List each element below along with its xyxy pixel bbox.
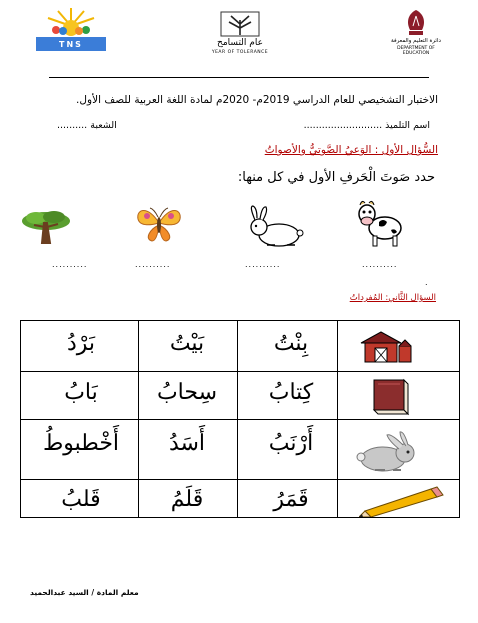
sunrise-hands-logo-icon [28, 6, 114, 42]
word-cell[interactable]: أَخْطبوطُ [42, 431, 120, 456]
word-cell[interactable]: قَلَمُ [170, 487, 204, 512]
answer-tree[interactable]: .......... [52, 260, 88, 269]
question-1-heading: السُّؤال الأول : الوَعيُ الصَّوتيُّ والأصواتُ [264, 144, 438, 156]
school-logo-text: TNS [59, 40, 83, 49]
vocabulary-table [20, 320, 460, 518]
department-en: DEPARTMENT OF EDUCATION [397, 46, 435, 56]
word-cell[interactable]: بَيْتُ [169, 331, 205, 356]
rabbit-icon [243, 205, 309, 249]
section-label: الشعبة [90, 120, 117, 131]
answer-cow[interactable]: .......... [362, 260, 398, 269]
house-icon [359, 330, 413, 364]
butterfly-icon [134, 203, 184, 245]
word-cell[interactable]: أَسَدُ [168, 431, 206, 456]
book-icon [366, 376, 412, 416]
test-title: الاختبار التشخيصي للعام الدراسي 2019م- 2020م لمادة اللغة العربية للصف الأول. [76, 94, 438, 106]
section-row [57, 120, 117, 131]
word-cell[interactable]: قَلبُ [61, 487, 101, 512]
year-of-tolerance-ar: عام التسامح [217, 38, 263, 48]
department-logo [386, 8, 446, 60]
question-2-heading: السؤال الثَّاني: المُفرداتُ [349, 293, 436, 303]
student-name-row [304, 120, 430, 131]
teacher-signature: معلم المادة / السيد عبدالحميد [30, 588, 139, 597]
answer-rabbit[interactable]: .......... [245, 260, 281, 269]
ghaf-tree-logo-icon [207, 10, 273, 38]
word-cell[interactable]: أَرْنَبُ [268, 431, 314, 456]
student-name-field[interactable]: .......................... [303, 120, 383, 131]
pencil-icon [359, 485, 445, 517]
word-cell[interactable]: بَرْدُ [66, 331, 96, 356]
school-logo [28, 6, 114, 52]
year-of-tolerance-en: YEAR OF TOLERANCE [211, 50, 269, 55]
department-ar: دائرة التعليم والمعرفة [391, 38, 441, 44]
cow-icon [355, 196, 403, 248]
word-cell[interactable]: بَابُ [64, 380, 98, 405]
header-divider [49, 77, 429, 78]
question-1-instruction: حدد صَوتَ الْحَرفِ الأول في كل منها: [237, 170, 435, 185]
emirate-emblem-logo-icon [386, 8, 446, 38]
word-cell[interactable]: كِتابُ [268, 380, 314, 405]
answer-butterfly[interactable]: .......... [135, 260, 171, 269]
tree-icon [20, 209, 72, 245]
student-name-label: اسم التلميذ [385, 120, 430, 131]
word-cell[interactable]: بِنْتُ [273, 331, 309, 356]
rabbit-icon [351, 431, 421, 475]
word-cell[interactable]: سِحابُ [156, 380, 218, 405]
year-of-tolerance-logo [207, 10, 273, 55]
stray-dot: . [425, 278, 428, 287]
section-field[interactable]: .......... [57, 120, 88, 131]
word-cell[interactable]: قَمَرُ [273, 487, 309, 512]
